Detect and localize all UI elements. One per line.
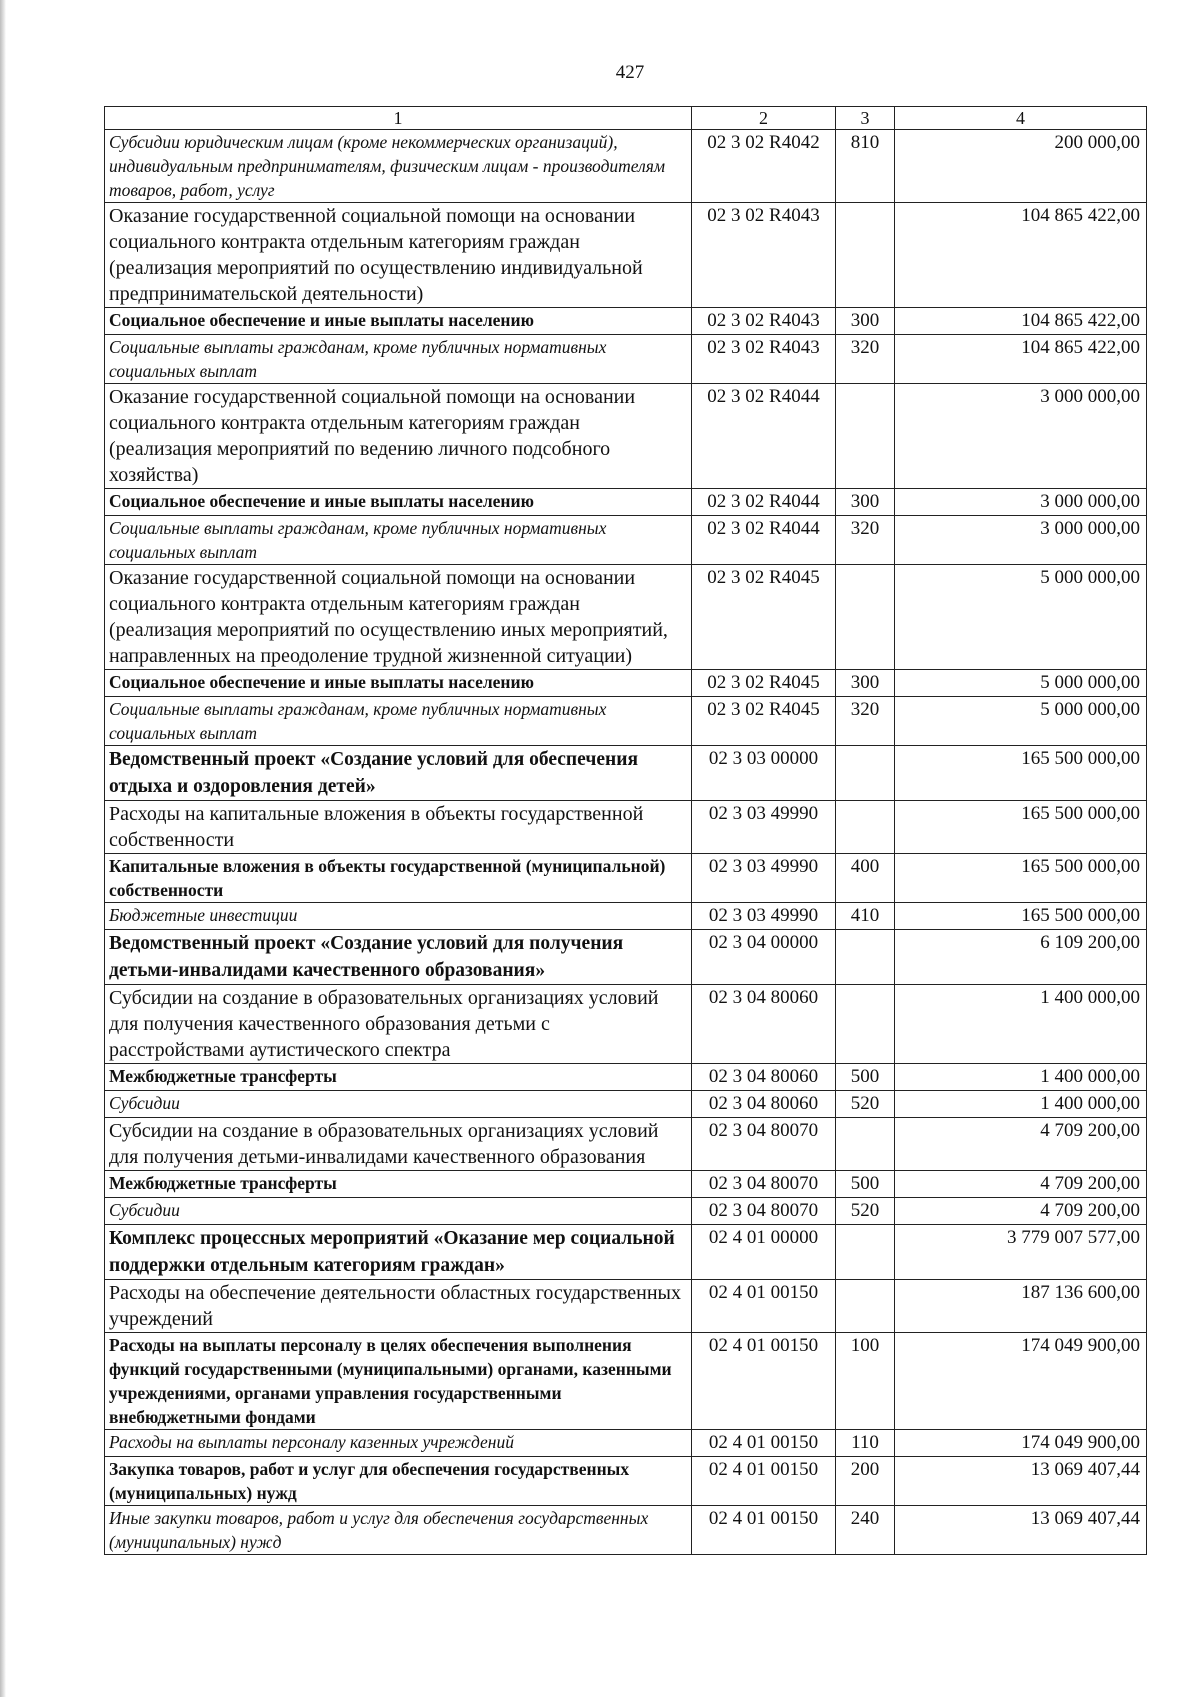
row-name: Расходы на капитальные вложения в объекты государственной собственности [105,801,692,854]
row-code: 02 4 01 00150 [692,1333,836,1430]
budget-table [104,106,1147,1555]
row-code: 02 3 03 00000 [692,746,836,801]
table-row [105,697,1147,746]
row-name: Субсидии [105,1198,692,1225]
table-row [105,384,1147,489]
table-row [105,930,1147,985]
row-amount: 5 000 000,00 [895,670,1147,697]
row-code: 02 3 04 80060 [692,1091,836,1118]
table-row [105,1506,1147,1555]
table-row [105,130,1147,203]
row-amount: 13 069 407,44 [895,1457,1147,1506]
row-expense-type [836,565,895,670]
column-header: 1 [105,107,692,130]
row-expense-type [836,985,895,1064]
row-name: Социальные выплаты гражданам, кроме публичных нормативных социальных выплат [105,697,692,746]
row-amount: 104 865 422,00 [895,308,1147,335]
row-code: 02 4 01 00150 [692,1430,836,1457]
row-name: Иные закупки товаров, работ и услуг для обеспечения государственных (муниципальных) нужд [105,1506,692,1555]
row-expense-type: 200 [836,1457,895,1506]
row-amount: 1 400 000,00 [895,1064,1147,1091]
row-expense-type: 320 [836,516,895,565]
row-expense-type: 410 [836,903,895,930]
table-row [105,516,1147,565]
table-row [105,1457,1147,1506]
row-expense-type: 300 [836,308,895,335]
row-amount: 187 136 600,00 [895,1280,1147,1333]
row-name: Социальное обеспечение и иные выплаты населению [105,308,692,335]
row-expense-type [836,1225,895,1280]
row-code: 02 3 02 R4045 [692,565,836,670]
row-expense-type [836,203,895,308]
row-name: Субсидии [105,1091,692,1118]
row-amount: 1 400 000,00 [895,985,1147,1064]
table-row [105,746,1147,801]
row-expense-type [836,1280,895,1333]
row-expense-type: 240 [836,1506,895,1555]
row-code: 02 3 02 R4044 [692,489,836,516]
row-amount: 4 709 200,00 [895,1198,1147,1225]
row-expense-type: 520 [836,1091,895,1118]
row-name: Расходы на выплаты персоналу в целях обеспечения выполнения функций государственными (муниципальными) органами, казенными учреждениями, органами управления государственными внебюджетными фондами [105,1333,692,1430]
row-expense-type: 300 [836,670,895,697]
row-expense-type: 810 [836,130,895,203]
row-expense-type: 300 [836,489,895,516]
row-code: 02 3 02 R4044 [692,384,836,489]
row-name: Социальное обеспечение и иные выплаты населению [105,489,692,516]
table-row [105,903,1147,930]
table-row [105,1171,1147,1198]
row-code: 02 3 03 49990 [692,801,836,854]
row-name: Ведомственный проект «Создание условий для обеспечения отдыха и оздоровления детей» [105,746,692,801]
table-row [105,1091,1147,1118]
row-code: 02 4 01 00150 [692,1506,836,1555]
page-number: 427 [615,62,645,83]
row-amount: 104 865 422,00 [895,203,1147,308]
table-row [105,1333,1147,1430]
row-amount: 165 500 000,00 [895,801,1147,854]
row-name: Закупка товаров, работ и услуг для обеспечения государственных (муниципальных) нужд [105,1457,692,1506]
row-name: Межбюджетные трансферты [105,1064,692,1091]
row-amount: 174 049 900,00 [895,1333,1147,1430]
row-name: Оказание государственной социальной помощи на основании социального контракта отдельным категориям граждан (реализация мероприятий по осуществлению индивидуальной предпринимательской деятельности) [105,203,692,308]
row-amount: 5 000 000,00 [895,697,1147,746]
row-amount: 104 865 422,00 [895,335,1147,384]
row-expense-type [836,746,895,801]
row-name: Социальное обеспечение и иные выплаты населению [105,670,692,697]
table-row [105,1118,1147,1171]
row-name: Субсидии на создание в образовательных организациях условий для получения качественного образования детьми с расстройствами аутистического спектра [105,985,692,1064]
row-code: 02 3 02 R4043 [692,335,836,384]
row-code: 02 4 01 00150 [692,1280,836,1333]
row-name: Оказание государственной социальной помощи на основании социального контракта отдельным категориям граждан (реализация мероприятий по ведению личного подсобного хозяйства) [105,384,692,489]
row-code: 02 3 02 R4043 [692,308,836,335]
row-amount: 5 000 000,00 [895,565,1147,670]
table-row [105,1198,1147,1225]
header-row [105,107,1147,130]
table-row [105,1280,1147,1333]
row-code: 02 3 02 R4045 [692,697,836,746]
table-row [105,670,1147,697]
table-row [105,565,1147,670]
table-row [105,335,1147,384]
row-expense-type [836,1118,895,1171]
row-code: 02 3 03 49990 [692,854,836,903]
row-code: 02 3 04 80060 [692,1064,836,1091]
row-expense-type: 100 [836,1333,895,1430]
row-amount: 4 709 200,00 [895,1118,1147,1171]
row-name: Межбюджетные трансферты [105,1171,692,1198]
row-expense-type: 320 [836,335,895,384]
row-expense-type: 520 [836,1198,895,1225]
scan-edge [0,0,6,1697]
row-code: 02 3 04 80070 [692,1171,836,1198]
row-expense-type: 500 [836,1171,895,1198]
column-header: 3 [836,107,895,130]
row-code: 02 3 04 80060 [692,985,836,1064]
table-row [105,854,1147,903]
row-amount: 3 779 007 577,00 [895,1225,1147,1280]
row-amount: 13 069 407,44 [895,1506,1147,1555]
row-code: 02 3 02 R4043 [692,203,836,308]
row-code: 02 3 03 49990 [692,903,836,930]
row-name: Социальные выплаты гражданам, кроме публичных нормативных социальных выплат [105,335,692,384]
row-code: 02 3 02 R4044 [692,516,836,565]
row-expense-type: 110 [836,1430,895,1457]
row-amount: 165 500 000,00 [895,854,1147,903]
row-expense-type: 320 [836,697,895,746]
table-row [105,985,1147,1064]
column-header: 4 [895,107,1147,130]
row-expense-type [836,930,895,985]
row-code: 02 3 04 80070 [692,1198,836,1225]
table-row [105,1430,1147,1457]
row-amount: 165 500 000,00 [895,903,1147,930]
row-expense-type: 500 [836,1064,895,1091]
table-row [105,801,1147,854]
row-amount: 165 500 000,00 [895,746,1147,801]
row-amount: 1 400 000,00 [895,1091,1147,1118]
row-name: Субсидии на создание в образовательных организациях условий для получения детьми-инвалидами качественного образования [105,1118,692,1171]
row-name: Бюджетные инвестиции [105,903,692,930]
row-name: Расходы на выплаты персоналу казенных учреждений [105,1430,692,1457]
row-expense-type [836,384,895,489]
row-code: 02 3 02 R4042 [692,130,836,203]
row-code: 02 3 04 00000 [692,930,836,985]
row-name: Социальные выплаты гражданам, кроме публичных нормативных социальных выплат [105,516,692,565]
row-name: Капитальные вложения в объекты государственной (муниципальной) собственности [105,854,692,903]
row-name: Расходы на обеспечение деятельности областных государственных учреждений [105,1280,692,1333]
table-row [105,1225,1147,1280]
table-row [105,1064,1147,1091]
row-amount: 3 000 000,00 [895,384,1147,489]
row-amount: 200 000,00 [895,130,1147,203]
row-code: 02 4 01 00150 [692,1457,836,1506]
table-row [105,489,1147,516]
row-amount: 6 109 200,00 [895,930,1147,985]
row-name: Ведомственный проект «Создание условий для получения детьми-инвалидами качественного образования» [105,930,692,985]
row-code: 02 3 02 R4045 [692,670,836,697]
row-code: 02 3 04 80070 [692,1118,836,1171]
table-row [105,308,1147,335]
row-expense-type: 400 [836,854,895,903]
row-amount: 3 000 000,00 [895,489,1147,516]
row-name: Субсидии юридическим лицам (кроме некоммерческих организаций), индивидуальным предпринимателям, физическим лицам - производителям товаров, работ, услуг [105,130,692,203]
row-amount: 3 000 000,00 [895,516,1147,565]
row-expense-type [836,801,895,854]
column-header: 2 [692,107,836,130]
row-name: Оказание государственной социальной помощи на основании социального контракта отдельным категориям граждан (реализация мероприятий по осуществлению иных мероприятий, направленных на преодоление трудной жизненной ситуации) [105,565,692,670]
row-name: Комплекс процессных мероприятий «Оказание мер социальной поддержки отдельным категориям граждан» [105,1225,692,1280]
row-code: 02 4 01 00000 [692,1225,836,1280]
row-amount: 174 049 900,00 [895,1430,1147,1457]
table-row [105,203,1147,308]
row-amount: 4 709 200,00 [895,1171,1147,1198]
table-body [105,130,1147,1555]
